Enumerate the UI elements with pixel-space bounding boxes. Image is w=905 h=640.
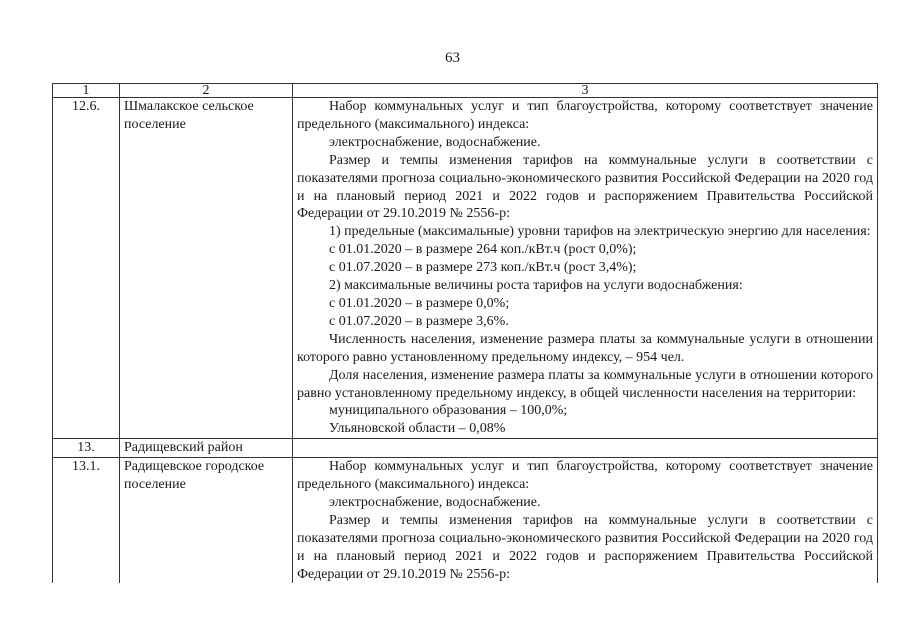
paragraph: с 01.07.2020 – в размере 273 коп./кВт.ч (рост 3,4%);	[329, 260, 637, 276]
row-number: 13.	[53, 439, 120, 458]
column-header-1: 1	[53, 84, 120, 98]
column-header-2: 2	[120, 84, 293, 98]
paragraph: Численность населения, изменение размера платы за коммунальные услуги в отношении которого равно установленному предельному индексу, – 954 чел.	[297, 331, 873, 365]
paragraph: Размер и темпы изменения тарифов на коммунальные услуги в соответствии с показателями прогноза социально-экономического развития Российской Федерации на 2020 год и на плановый период 2021 и 2022 годов и распоряжением Правительства Российской Федерации от 29.10.2019 № 2556-р:	[297, 152, 873, 222]
row-description	[293, 458, 878, 584]
table-row	[53, 439, 878, 458]
paragraph: с 01.01.2020 – в размере 0,0%;	[329, 295, 510, 311]
district-name: Радищевский район	[120, 439, 293, 458]
table-row	[53, 458, 878, 584]
settlement-name: Шмалакское сельское поселение	[120, 98, 293, 439]
paragraph: с 01.01.2020 – в размере 264 коп./кВт.ч (рост 0,0%);	[329, 242, 637, 258]
paragraph: 1) предельные (максимальные) уровни тарифов на электрическую энергию для населения:	[329, 224, 871, 240]
paragraph: Набор коммунальных услуг и тип благоустройства, которому соответствует значение предельного (максимального) индекса:	[297, 99, 873, 132]
page-number: 63	[445, 50, 460, 66]
row-description	[293, 98, 878, 439]
paragraph: Набор коммунальных услуг и тип благоустройства, которому соответствует значение предельного (максимального) индекса:	[297, 459, 873, 493]
paragraph: муниципального образования – 100,0%;	[329, 403, 568, 419]
row-description	[293, 439, 878, 458]
paragraph: Ульяновской области – 0,08%	[329, 421, 506, 437]
paragraph: электроснабжение, водоснабжение.	[329, 134, 541, 150]
tariff-table	[52, 83, 878, 583]
row-number: 12.6.	[53, 98, 120, 439]
paragraph: Доля населения, изменение размера платы за коммунальные услуги в отношении которого равно установленному предельному индексу, в общей численности населения на территории:	[297, 367, 873, 401]
paragraph: 2) максимальные величины роста тарифов на услуги водоснабжения:	[329, 278, 743, 294]
row-number: 13.1.	[53, 458, 120, 584]
settlement-name: Радищевское городское поселение	[120, 458, 293, 584]
paragraph: Размер и темпы изменения тарифов на коммунальные услуги в соответствии с показателями прогноза социально-экономического развития Российской Федерации на 2020 год и на плановый период 2021 и 2022 годов и распоряжением Правительства Российской Федерации от 29.10.2019 № 2556-р:	[297, 512, 873, 582]
header-row	[53, 84, 878, 98]
paragraph: электроснабжение, водоснабжение.	[329, 494, 541, 510]
paragraph: с 01.07.2020 – в размере 3,6%.	[329, 313, 509, 329]
table-row	[53, 98, 878, 439]
column-header-3: 3	[293, 84, 878, 98]
